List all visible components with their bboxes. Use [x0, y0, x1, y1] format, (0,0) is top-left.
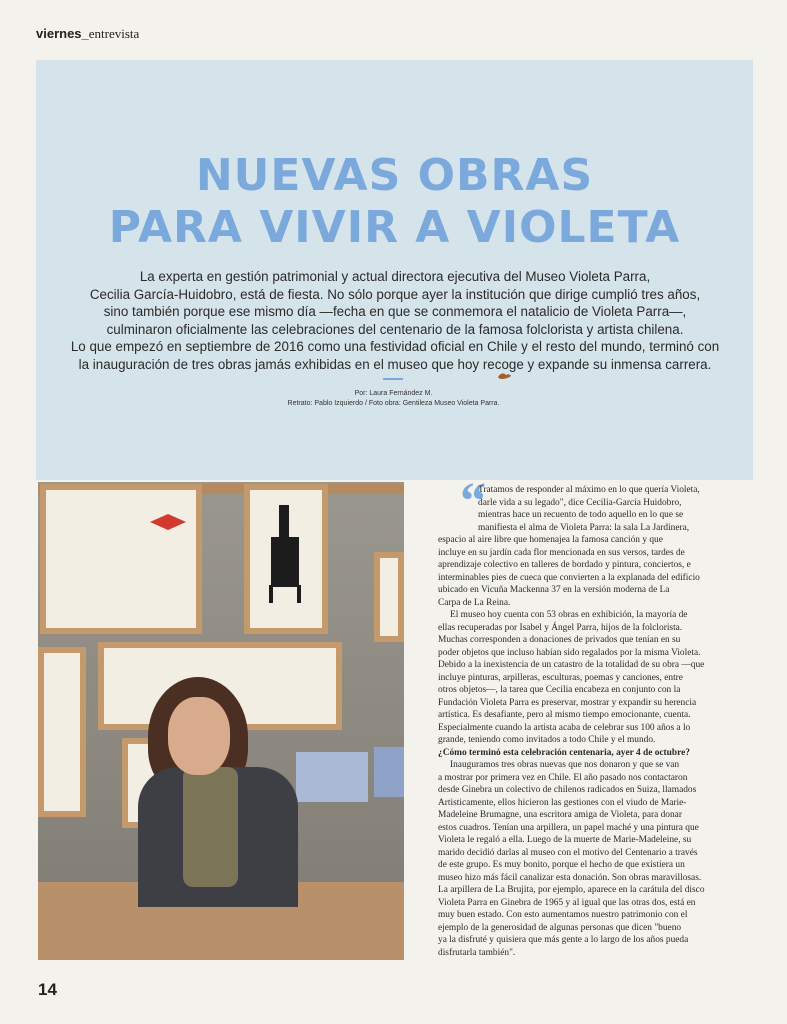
headline [36, 150, 753, 254]
article-line: ubicado en Vicuña Mackenna 37 en la versión moderna de La [438, 585, 670, 595]
page-number: 14 [38, 980, 57, 999]
section-day: viernes [36, 26, 82, 41]
article-line: de este grupo. Es muy bonito, porque el hecho de que existiera un [438, 860, 685, 870]
lede-line: La experta en gestión patrimonial y actual directora ejecutiva del Museo Violeta Parra, [139, 269, 651, 284]
article-line: muy buen estado. Con esto aumentamos nuestro patrimonio con el [438, 910, 688, 920]
article-line: artística. Es desafiante, pero al mismo tiempo emocionante, cuenta. [438, 710, 691, 720]
display-shelf [38, 647, 86, 817]
article-line: interminables pies de cueca que convierten a la explanada del edificio [438, 572, 700, 583]
article-line: Tratamos de responder al máximo en lo que quería Violeta, [478, 485, 700, 495]
section-category: entrevista [88, 26, 140, 41]
author-credit: Por: Laura Fernández M. [354, 390, 433, 397]
quote-mark: “ [460, 473, 486, 530]
article-line: incluye en su jardín cada flor mencionada en sus versos, tardes de [438, 547, 685, 558]
paper-bird-icon [148, 512, 188, 532]
article-line: desde Ginebra un colectivo de chilenos radicados en Suiza, llamados [438, 785, 697, 795]
woman-face [168, 697, 230, 775]
lede [40, 268, 750, 374]
article-line: Madeleine Brumagne, una escritora amiga de Violeta, para donar [438, 810, 682, 820]
article-line: Carpa de La Reina. [438, 597, 511, 608]
credits [200, 389, 587, 409]
article-line: ejemplo de la generosidad de algunas personas que dicen "bueno [438, 922, 682, 933]
article-line: La arpillera de La Brujita, por ejemplo, aparece en la carátula del disco [438, 885, 705, 895]
section-separator: _ [81, 26, 89, 41]
article-line: Especialmente cuando la artista acaba de celebrar sus 100 años a lo [438, 722, 691, 733]
article-line: manifiesta el alma de Violeta Parra: la sala La Jardinera, [478, 522, 690, 533]
article-body [438, 484, 753, 959]
lede-line: culminaron oficialmente las celebraciones del centenario de la famosa folclorista y artista chilena. [106, 321, 684, 337]
article-line: Muchas corresponden a donaciones de privados que tenían en su [438, 635, 681, 645]
display-shelf [40, 484, 202, 634]
lede-line: Lo que empezó en septiembre de 2016 como una festividad oficial en Chile y el resto del mundo, terminó con [70, 339, 720, 355]
stove-figurine-icon [263, 497, 307, 607]
article-line: El museo hoy cuenta con 53 obras en exhibición, la mayoría de [450, 610, 688, 620]
headline-line-1: NUEVAS OBRAS [195, 150, 594, 201]
lede-line: Cecilia García-Huidobro, está de fiesta. No sólo porque ayer la institución que dirige cumplió tres años, [89, 286, 701, 302]
article-line: aprendizaje colectivo en talleres de bordado y pintura, conciertos, e [438, 560, 691, 570]
lede-line: sino también porque ese mismo día —fecha en que se conmemora el natalicio de Violeta Parra—, [103, 304, 687, 320]
article-line: Debido a la inexistencia de un catastro de la totalidad de su obra —que [438, 660, 705, 670]
photo-credit: Retrato: Pablo Izquierdo / Foto obra: Gentileza Museo Violeta Parra. [287, 400, 500, 407]
woman-scarf [183, 767, 238, 887]
article-line: poder objetos que incluso habían sido regalados por la misma Violeta. [438, 647, 701, 658]
article-line: Fundación Violeta Parra es preservar, mostrar y expandir su herencia [438, 697, 697, 708]
article-line: Artisticamente, ellos hicieron las gestiones con el viudo de Marie- [438, 797, 687, 808]
article-line: Violeta Parra en Ginebra de 1965 y al igual que las otras dos, está en [438, 897, 696, 908]
article-line: mientras hace un recuento de todo aquello en lo que se [478, 510, 684, 520]
hanging-cloth [296, 752, 368, 802]
article-line: Inauguramos tres obras nuevas que nos donaron y que se van [450, 760, 680, 770]
article-line: a mostrar por primera vez en Chile. El año pasado nos contactaron [438, 772, 688, 783]
article-line: ellas recuperadas por Isabel y Ángel Parra, hijos de la folclorista. [438, 622, 683, 633]
divider-dash [383, 378, 403, 380]
article-line: estos cuadros. Tenían una arpillera, un papel maché y una pintura que [438, 822, 699, 833]
article-line: grande, teniendo como invitados a todo Chile y el mundo. [438, 735, 656, 745]
display-shelf [374, 552, 404, 642]
article-line: Violeta le regaló a ella. Luego de la muerte de Marie-Madeleine, su [438, 835, 692, 845]
article-line: disfrutarla también". [438, 947, 516, 958]
lede-line: la inauguración de tres obras jamás exhibidas en el museo que hoy recoge y expande su inmensa carrera. [78, 356, 712, 372]
interview-question: ¿Cómo terminó esta celebración centenaria, ayer 4 de octubre? [438, 747, 690, 758]
article-line: otros objetos—, la tarea que Cecilia encabeza en conjunto con la [438, 685, 681, 695]
bird-ornament-icon [496, 370, 512, 382]
article-line: marido decidió darlas al museo con el motivo del Centenario a través [438, 847, 698, 858]
article-line: museo hizo más fácil canalizar esta donación. Son obras maravillosas. [438, 872, 702, 883]
section-label [36, 26, 139, 42]
article-line: ya la disfruté y quisiera que más gente a lo largo de los años pueda [438, 935, 689, 945]
article-line: espacio al aire libre que homenajea la famosa canción y que [438, 535, 663, 545]
article-line: darle vida a su legado", dice Cecilia-García Huidobro, [478, 497, 682, 508]
hanging-cloth [374, 747, 404, 797]
article-line: incluye pinturas, arpilleras, esculturas, poemas y canciones, entre [438, 672, 683, 683]
headline-line-2: PARA VIVIR A VIOLETA [108, 202, 681, 253]
portrait-photo [38, 482, 404, 960]
